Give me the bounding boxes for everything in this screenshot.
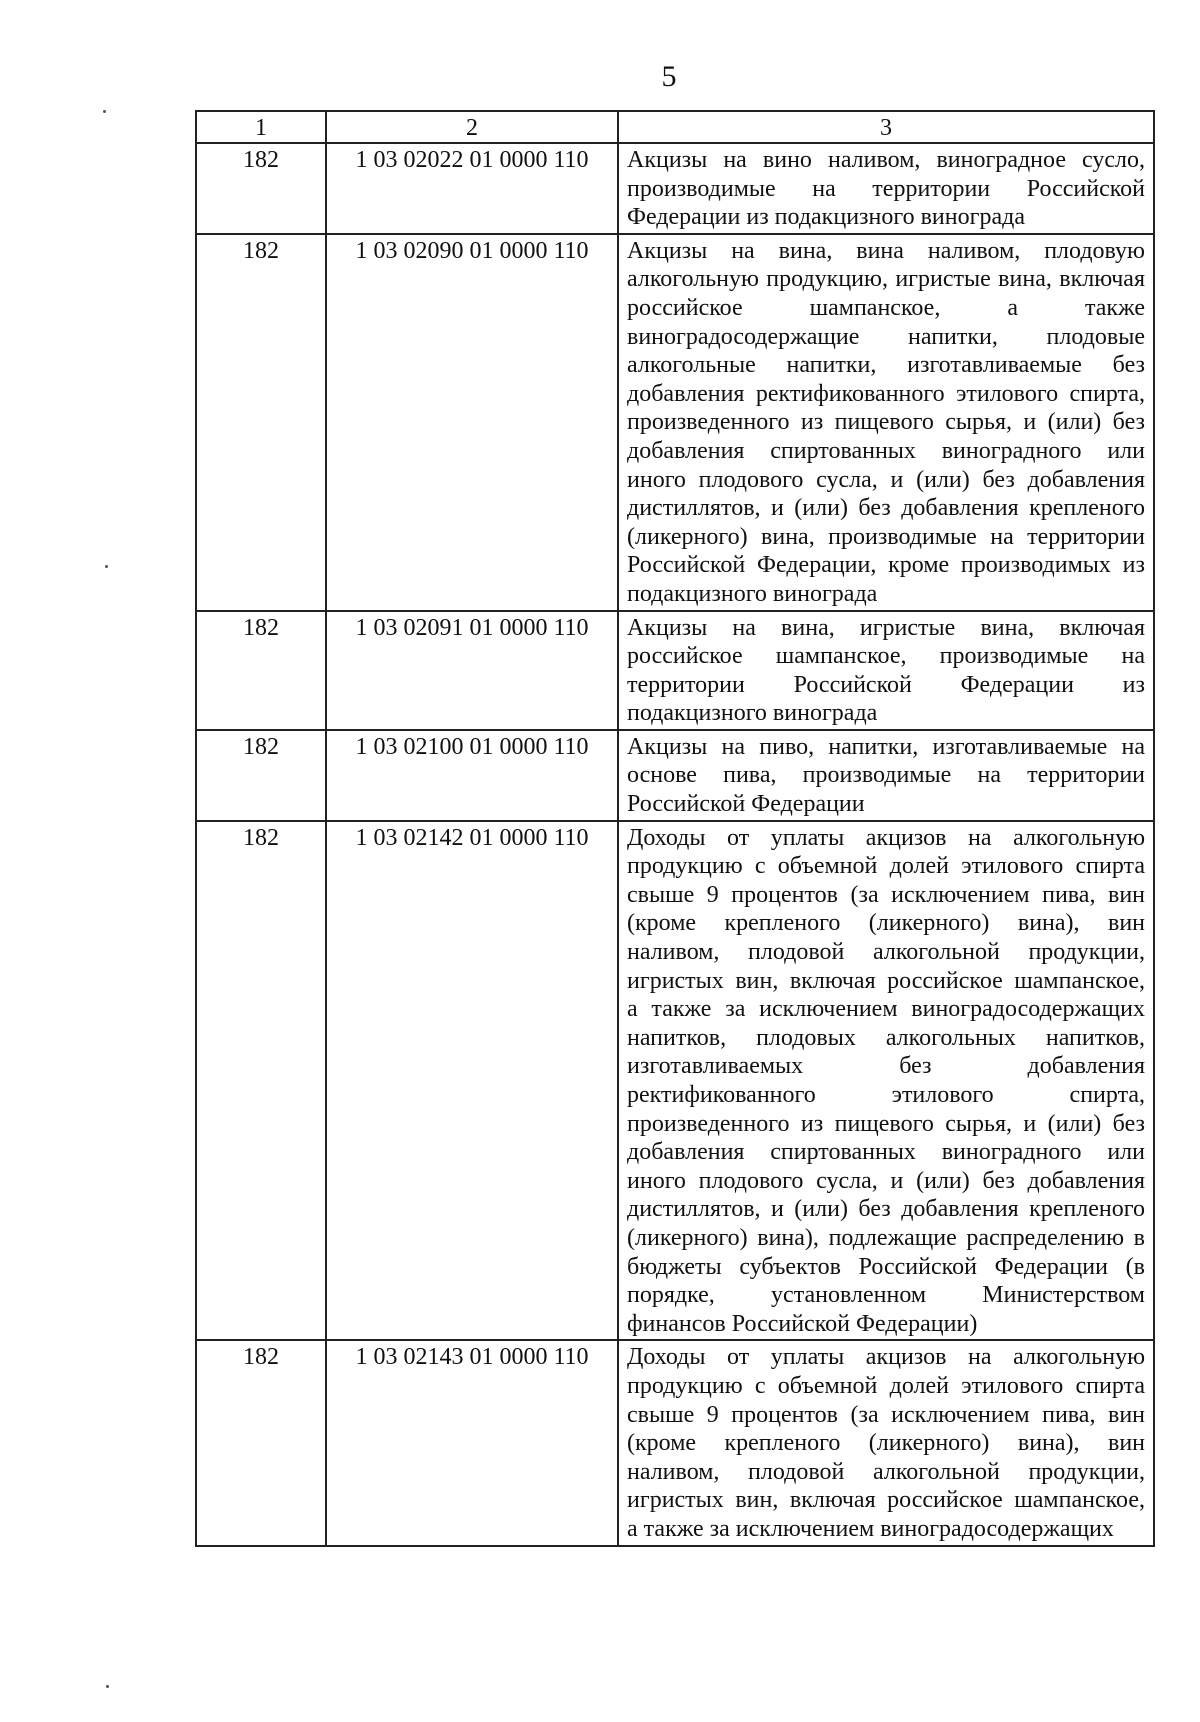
description-line: Федерации из подакцизного винограда: [627, 204, 1025, 231]
budget-classification-code-cell: 1 03 02142 01 0000 110: [326, 821, 618, 1341]
table-row: [196, 1340, 1154, 1545]
description-line: свыше 9 процентов (за исключением пива, вин: [627, 881, 1145, 908]
table-header-row: [196, 111, 1154, 143]
budget-classification-code-cell: 1 03 02143 01 0000 110: [326, 1340, 618, 1545]
scan-speck: [103, 110, 106, 113]
description-line: дистиллятов, и (или) без добавления крепленого: [627, 1196, 1145, 1223]
description-line: российское шампанское, производимые на: [627, 643, 1145, 670]
description-line: добавления спиртованных виноградного или: [627, 437, 1145, 464]
admin-code-cell: 182: [196, 1340, 326, 1545]
description-line: бюджеты субъектов Российской Федерации (в: [627, 1253, 1145, 1280]
table-row: [196, 143, 1154, 234]
description-line: а также за исключением виноградосодержащих: [627, 996, 1145, 1023]
description-line: Акцизы на пиво, напитки, изготавливаемые на: [627, 733, 1145, 760]
description-line: подакцизного винограда: [627, 580, 878, 607]
description-line: иного плодового сусла, и (или) без добавления: [627, 1167, 1145, 1194]
description-line: территории Российской Федерации из: [627, 671, 1145, 698]
description-line: наливом, плодовой алкогольной продукции,: [627, 939, 1145, 966]
revenue-description-cell: [618, 821, 1154, 1341]
description-line: производимые на территории Российской: [627, 175, 1145, 202]
revenue-codes-table: [195, 110, 1155, 1547]
description-line: алкогольные напитки, изготавливаемые без: [627, 352, 1145, 379]
table-body: [196, 143, 1154, 1546]
description-line: порядке, установленном Министерством: [627, 1282, 1145, 1309]
description-line: (кроме крепленого (ликерного) вина), вин: [627, 1430, 1145, 1457]
description-line: изготавливаемых без добавления: [627, 1053, 1145, 1080]
description-line: (ликерного) вина), подлежащие распределению в: [627, 1224, 1145, 1251]
description-line: продукцию с объемной долей этилового спирта: [627, 1372, 1145, 1399]
description-line: напитков, плодовых алкогольных напитков,: [627, 1024, 1145, 1051]
description-line: произведенного из пищевого сырья, и (или) без: [627, 409, 1145, 436]
description-line: виноградосодержащие напитки, плодовые: [627, 323, 1145, 350]
column-header-2: 2: [326, 111, 618, 143]
description-line: Доходы от уплаты акцизов на алкогольную: [627, 1344, 1145, 1371]
admin-code-cell: 182: [196, 611, 326, 730]
admin-code-cell: 182: [196, 234, 326, 611]
column-header-3: 3: [618, 111, 1154, 143]
description-line: Российской Федерации, кроме производимых из: [627, 552, 1145, 579]
description-line: наливом, плодовой алкогольной продукции,: [627, 1458, 1145, 1485]
description-line: алкогольную продукцию, игристые вина, включая: [627, 266, 1145, 293]
description-line: добавления ректификованного этилового спирта,: [627, 380, 1145, 407]
description-line: Акцизы на вина, игристые вина, включая: [627, 614, 1145, 641]
admin-code-cell: 182: [196, 143, 326, 234]
description-line: российское шампанское, а также: [627, 294, 1145, 321]
description-line: продукцию с объемной долей этилового спирта: [627, 853, 1145, 880]
table-row: [196, 611, 1154, 730]
budget-classification-code-cell: 1 03 02100 01 0000 110: [326, 730, 618, 821]
description-line: добавления спиртованных виноградного или: [627, 1139, 1145, 1166]
description-line: свыше 9 процентов (за исключением пива, вин: [627, 1401, 1145, 1428]
description-line: Акцизы на вино наливом, виноградное сусло,: [627, 147, 1145, 173]
table-row: [196, 821, 1154, 1341]
scan-speck: [105, 565, 108, 568]
revenue-description-cell: [618, 143, 1154, 234]
description-line: (ликерного) вина, производимые на территории: [627, 523, 1145, 550]
revenue-description-cell: [618, 234, 1154, 611]
description-line: иного плодового сусла, и (или) без добавления: [627, 466, 1145, 493]
budget-classification-code-cell: 1 03 02091 01 0000 110: [326, 611, 618, 730]
revenue-description-cell: [618, 1340, 1154, 1545]
description-line: игристых вин, включая российское шампанское,: [627, 1487, 1145, 1514]
description-line: произведенного из пищевого сырья, и (или) без: [627, 1110, 1145, 1137]
revenue-description-cell: [618, 611, 1154, 730]
table-row: [196, 234, 1154, 611]
description-line: дистиллятов, и (или) без добавления крепленого: [627, 495, 1145, 522]
description-line: финансов Российской Федерации): [627, 1310, 978, 1337]
description-line: основе пива, производимые на территории: [627, 762, 1145, 789]
budget-classification-code-cell: 1 03 02090 01 0000 110: [326, 234, 618, 611]
description-line: Акцизы на вина, вина наливом, плодовую: [627, 237, 1145, 264]
admin-code-cell: 182: [196, 821, 326, 1341]
description-line: (кроме крепленого (ликерного) вина), вин: [627, 910, 1145, 937]
description-line: ректификованного этилового спирта,: [627, 1082, 1145, 1108]
revenue-description-cell: [618, 730, 1154, 821]
admin-code-cell: 182: [196, 730, 326, 821]
description-line: игристых вин, включая российское шампанское,: [627, 967, 1145, 994]
budget-classification-code-cell: 1 03 02022 01 0000 110: [326, 143, 618, 234]
column-header-1: 1: [196, 111, 326, 143]
scan-speck: [106, 1685, 109, 1688]
description-line: а также за исключением виноградосодержащих: [627, 1515, 1114, 1542]
table-row: [196, 730, 1154, 821]
page-number: 5: [661, 60, 677, 93]
description-line: подакцизного винограда: [627, 700, 878, 727]
description-line: Доходы от уплаты акцизов на алкогольную: [627, 824, 1145, 851]
description-line: Российской Федерации: [627, 791, 865, 818]
